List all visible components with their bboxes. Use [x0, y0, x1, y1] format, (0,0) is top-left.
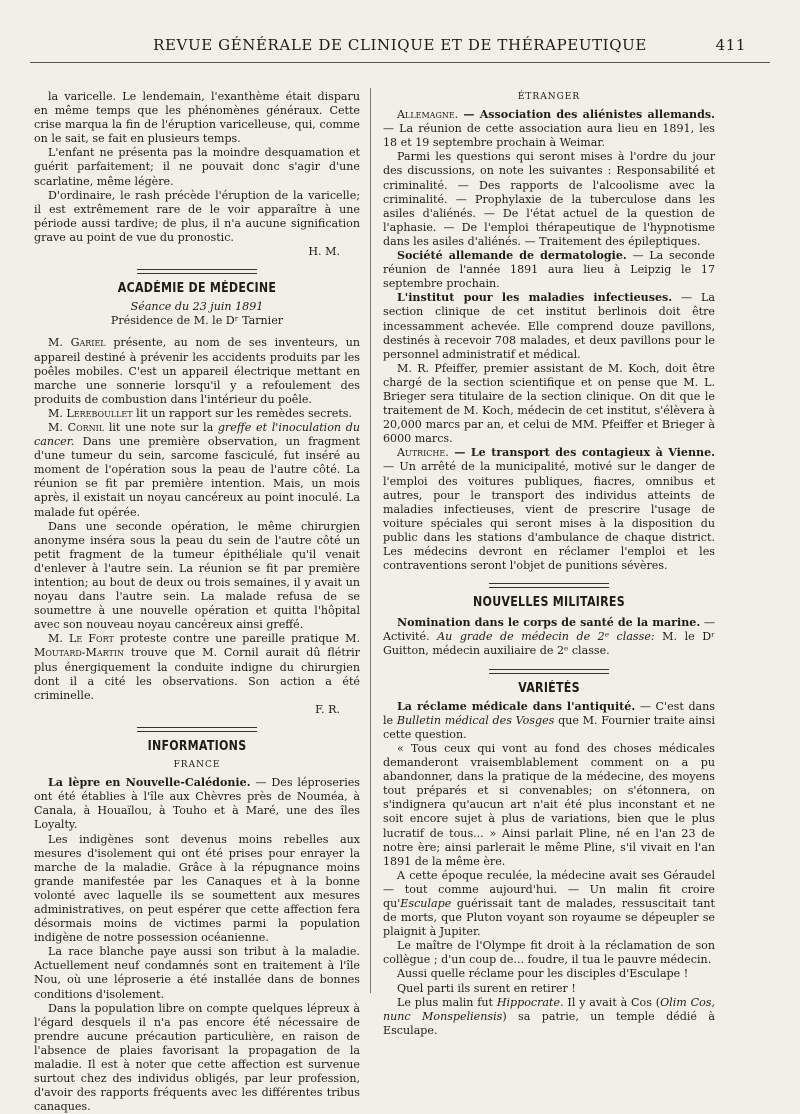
paragraph: Le maître de l'Olympe fit droit à la réclamation de son collègue ; d'un coup de... foudre, il tua le pauvre médecin.	[383, 939, 715, 967]
section-title-militaires: NOUVELLES MILITAIRES	[473, 595, 625, 611]
paragraph: Nomination dans le corps de santé de la marine. — Activité. Au grade de médecin de 2ᵉ classe: M. le Dʳ Guitton, médecin auxiliaire de 2ᵉ classe.	[383, 616, 715, 658]
signature-line	[34, 703, 360, 717]
left-column	[34, 90, 360, 1114]
paragraph: « Tous ceux qui vont au fond des choses médicales demanderont vraisemblablement comment on a pu abandonner, dans la pratique de la médecine, des moyens tout préparés et si convenables; on s'étonnera, on s'indignera qu'aucun art n'ait été plus inconstant et ne soit encore sujet à plus de variations, bien que le plus lucratif de tous... » Ainsi parlait Pline, né en l'an 23 de notre ère; ainsi parlerait le même Pline, s'il vivait en l'an 1891 de la même ère.	[383, 741, 715, 868]
right-column	[383, 90, 715, 1038]
seance-date: Séance du 23 juin 1891	[130, 300, 264, 314]
paragraph: D'ordinaire, le rash précède l'éruption de la varicelle; il est extrêmement rare de le voir apparaître à une période aussi tardive; de plus, il n'a aucune signification grave au point de vue du pronostic.	[34, 188, 360, 244]
paragraph: Dans la population libre on compte quelques lépreux à l'égard desquels il n'a pas encore été nécessaire de prendre aucune précaution particulière, en raison de l'absence de plaies favorisant la propagation de la maladie. Il est à noter que cette affection est survenue surtout chez des individus obligés, par leur profession, d'avoir des rapports fréquents avec les différentes tribus canaques.	[34, 1001, 360, 1114]
paragraph: Allemagne. — Association des aliénistes allemands. — La réunion de cette association aura lieu en 1891, les 18 et 19 septembre prochain à Weimar.	[383, 108, 715, 150]
paragraph: Autriche. — Le transport des contagieux à Vienne. — Un arrêté de la municipalité, motivé sur le danger de l'emploi des voitures publiques, fiacres, omnibus et autres, pour le transport des individus atteints de maladies infectieuses, vient de prescrire l'usage de voiture spéciales qui seront mises à la disposition du public dans les stations d'ambulance de chaque district. Les médecins devront en réclamer l'emploi et les contraventions seront l'objet de punitions sévères.	[383, 446, 715, 573]
section-rule	[137, 269, 257, 274]
running-header	[30, 36, 770, 63]
paragraph: M. Le Fort proteste contre une pareille pratique M. Moutard-Martin trouve que M. Cornil aurait dû flétrir plus énergiquement la conduite indigne du chirurgien dont il a cité les observations. Son action a été criminelle.	[34, 632, 361, 702]
paragraph: Aussi quelle réclame pour les disciples d'Esculape !	[397, 967, 689, 981]
subsection-france: FRANCE	[173, 760, 221, 771]
paragraph: M. R. Pfeiffer, premier assistant de M. Koch, doit être chargé de la section scientifique et on pense que M. L. Brieger sera titulaire de la section clinique. On dit que le traitement de M. Koch, médecin de cet institut, s'élèvera à 20,000 marcs par an, et celui de MM. Pfeiffer et Brieger à 6000 marcs.	[383, 361, 715, 446]
journal-title: REVUE GÉNÉRALE DE CLINIQUE ET DE THÉRAPEUTIQUE	[153, 36, 647, 54]
paragraph: L'enfant ne présenta pas la moindre desquamation et guérit parfaitement; il ne pouvait donc s'agir d'une scarlatine, même légère.	[34, 146, 360, 188]
paragraph: M. Gariel présente, au nom de ses inventeurs, un appareil destiné à prévenir les accidents produits par les poêles mobiles. C'est un appareil électrique mettant en marche une sonnerie lorsqu'il y a refoulement des produits de combustion dans l'intérieur du poêle.	[34, 336, 360, 406]
subsection-etranger: ÉTRANGER	[517, 92, 581, 102]
paragraph: Le plus malin fut Hippocrate. Il y avait à Cos (Olim Cos, nunc Monspeliensis) sa patrie, un temple dédié à Esculape.	[383, 995, 716, 1037]
page-number: 411	[715, 36, 746, 54]
paragraph: la varicelle. Le lendemain, l'exanthème était disparu en même temps que les phénomènes généraux. Cette crise marqua la fin de l'éruption varicelleuse, qui, comme on le sait, se fait en plusieurs temps.	[34, 90, 360, 146]
section-title-academie: ACADÉMIE DE MÉDECINE	[117, 281, 277, 297]
paragraph: Société allemande de dermatologie. — La seconde réunion de l'année 1891 aura lieu à Leipzig le 17 septembre prochain.	[383, 249, 715, 291]
paragraph: Dans une seconde opération, le même chirurgien anonyme inséra sous la peau du sein de l'autre côté un petit fragment de la tumeur épithéliale qu'il venait d'enlever à l'autre sein. La réunion se fit par première intention; au bout de deux ou trois semaines, il y avait un noyau dans l'autre sein. La malade refusa de se soumettre à une nouvelle opération et quitta l'hôpital avec son nouveau noyau cancéreux ainsi greffé.	[34, 519, 360, 632]
paragraph: La réclame médicale dans l'antiquité. — C'est dans le Bulletin médical des Vosges que M. Fournier traite ainsi cette question.	[383, 699, 716, 741]
paragraph: A cette époque reculée, la médecine avait ses Géraudel — tout comme aujourd'hui. — Un malin fit croire qu'Esculape guérissait tant de malades, ressuscitait tant de morts, que Pluton voyant son royaume se dépeupler se plaignit à Jupiter.	[383, 868, 715, 939]
paragraph: M. Lereboullet lit un rapport sur les remèdes secrets.	[48, 406, 352, 420]
section-rule	[489, 669, 609, 674]
paragraph: Les indigènes sont devenus moins rebelles aux mesures d'isolement qui ont été prises pour enrayer la marche de la maladie. Grâce à la répugnance moins grande manifestée par les Canaques et à la bonne volonté avec laquelle ils se soumettent aux mesures administratives, on peut espérer que cette affection fera désormais moins de victimes parmi la population indigène de notre possession océanienne.	[34, 832, 360, 945]
paragraph: La race blanche paye aussi son tribut à la maladie. Actuellement neuf condamnés sont en traitement à l'île Nou, où une léproserie a été installée dans de bonnes conditions d'isolement.	[34, 945, 360, 1001]
paragraph: M. Cornil lit une note sur la greffe et l'inoculation du cancer. Dans une première observation, un fragment d'une tumeur du sein, sarcome fasciculé, fut inséré au moment de l'opération sous la peau de l'autre côté. La réunion se fit par première intention. Mais, un mois après, il existait un noyau cancéreux au point inoculé. La malade fut opérée.	[34, 420, 360, 519]
signature: H. M.	[308, 245, 340, 259]
paragraph: La lèpre en Nouvelle-Calédonie. — Des léproseries ont été établies à l'île aux Chèvres près de Nouméa, à Canala, à Houaïlou, à Touho et à Maré, une des îles Loyalty.	[34, 776, 361, 832]
section-title-informations: INFORMATIONS	[147, 738, 247, 754]
presidence: Présidence de M. le Dʳ Tarnier	[110, 314, 284, 328]
paragraph: Quel parti ils surent en retirer !	[397, 981, 576, 995]
paragraph: Parmi les questions qui seront mises à l'ordre du jour des discussions, on note les suivantes : Responsabilité et criminalité. — Des rapports de l'alcoolisme avec la criminalité. — Prophylaxie de la tuberculose dans les asiles d'aliénés. — De l'état actuel de la question de l'aphasie. — De l'emploi thérapeutique de l'hypnotisme dans les asiles d'aliénés. — Traitement des épileptiques.	[383, 150, 715, 248]
signature: F. R.	[315, 702, 340, 716]
section-rule	[489, 583, 609, 588]
column-divider	[370, 88, 371, 993]
paragraph: L'institut pour les maladies infectieuses. — La section clinique de cet institut berlinois doit être incessamment achevée. Elle comprend douze pavillons, destinés à recevoir 708 malades, et deux pavillons pour le personnel administratif et médical.	[383, 291, 715, 361]
section-title-varietes: VARIÉTÉS	[518, 680, 580, 696]
section-rule	[137, 727, 257, 732]
signature-line	[34, 245, 360, 259]
